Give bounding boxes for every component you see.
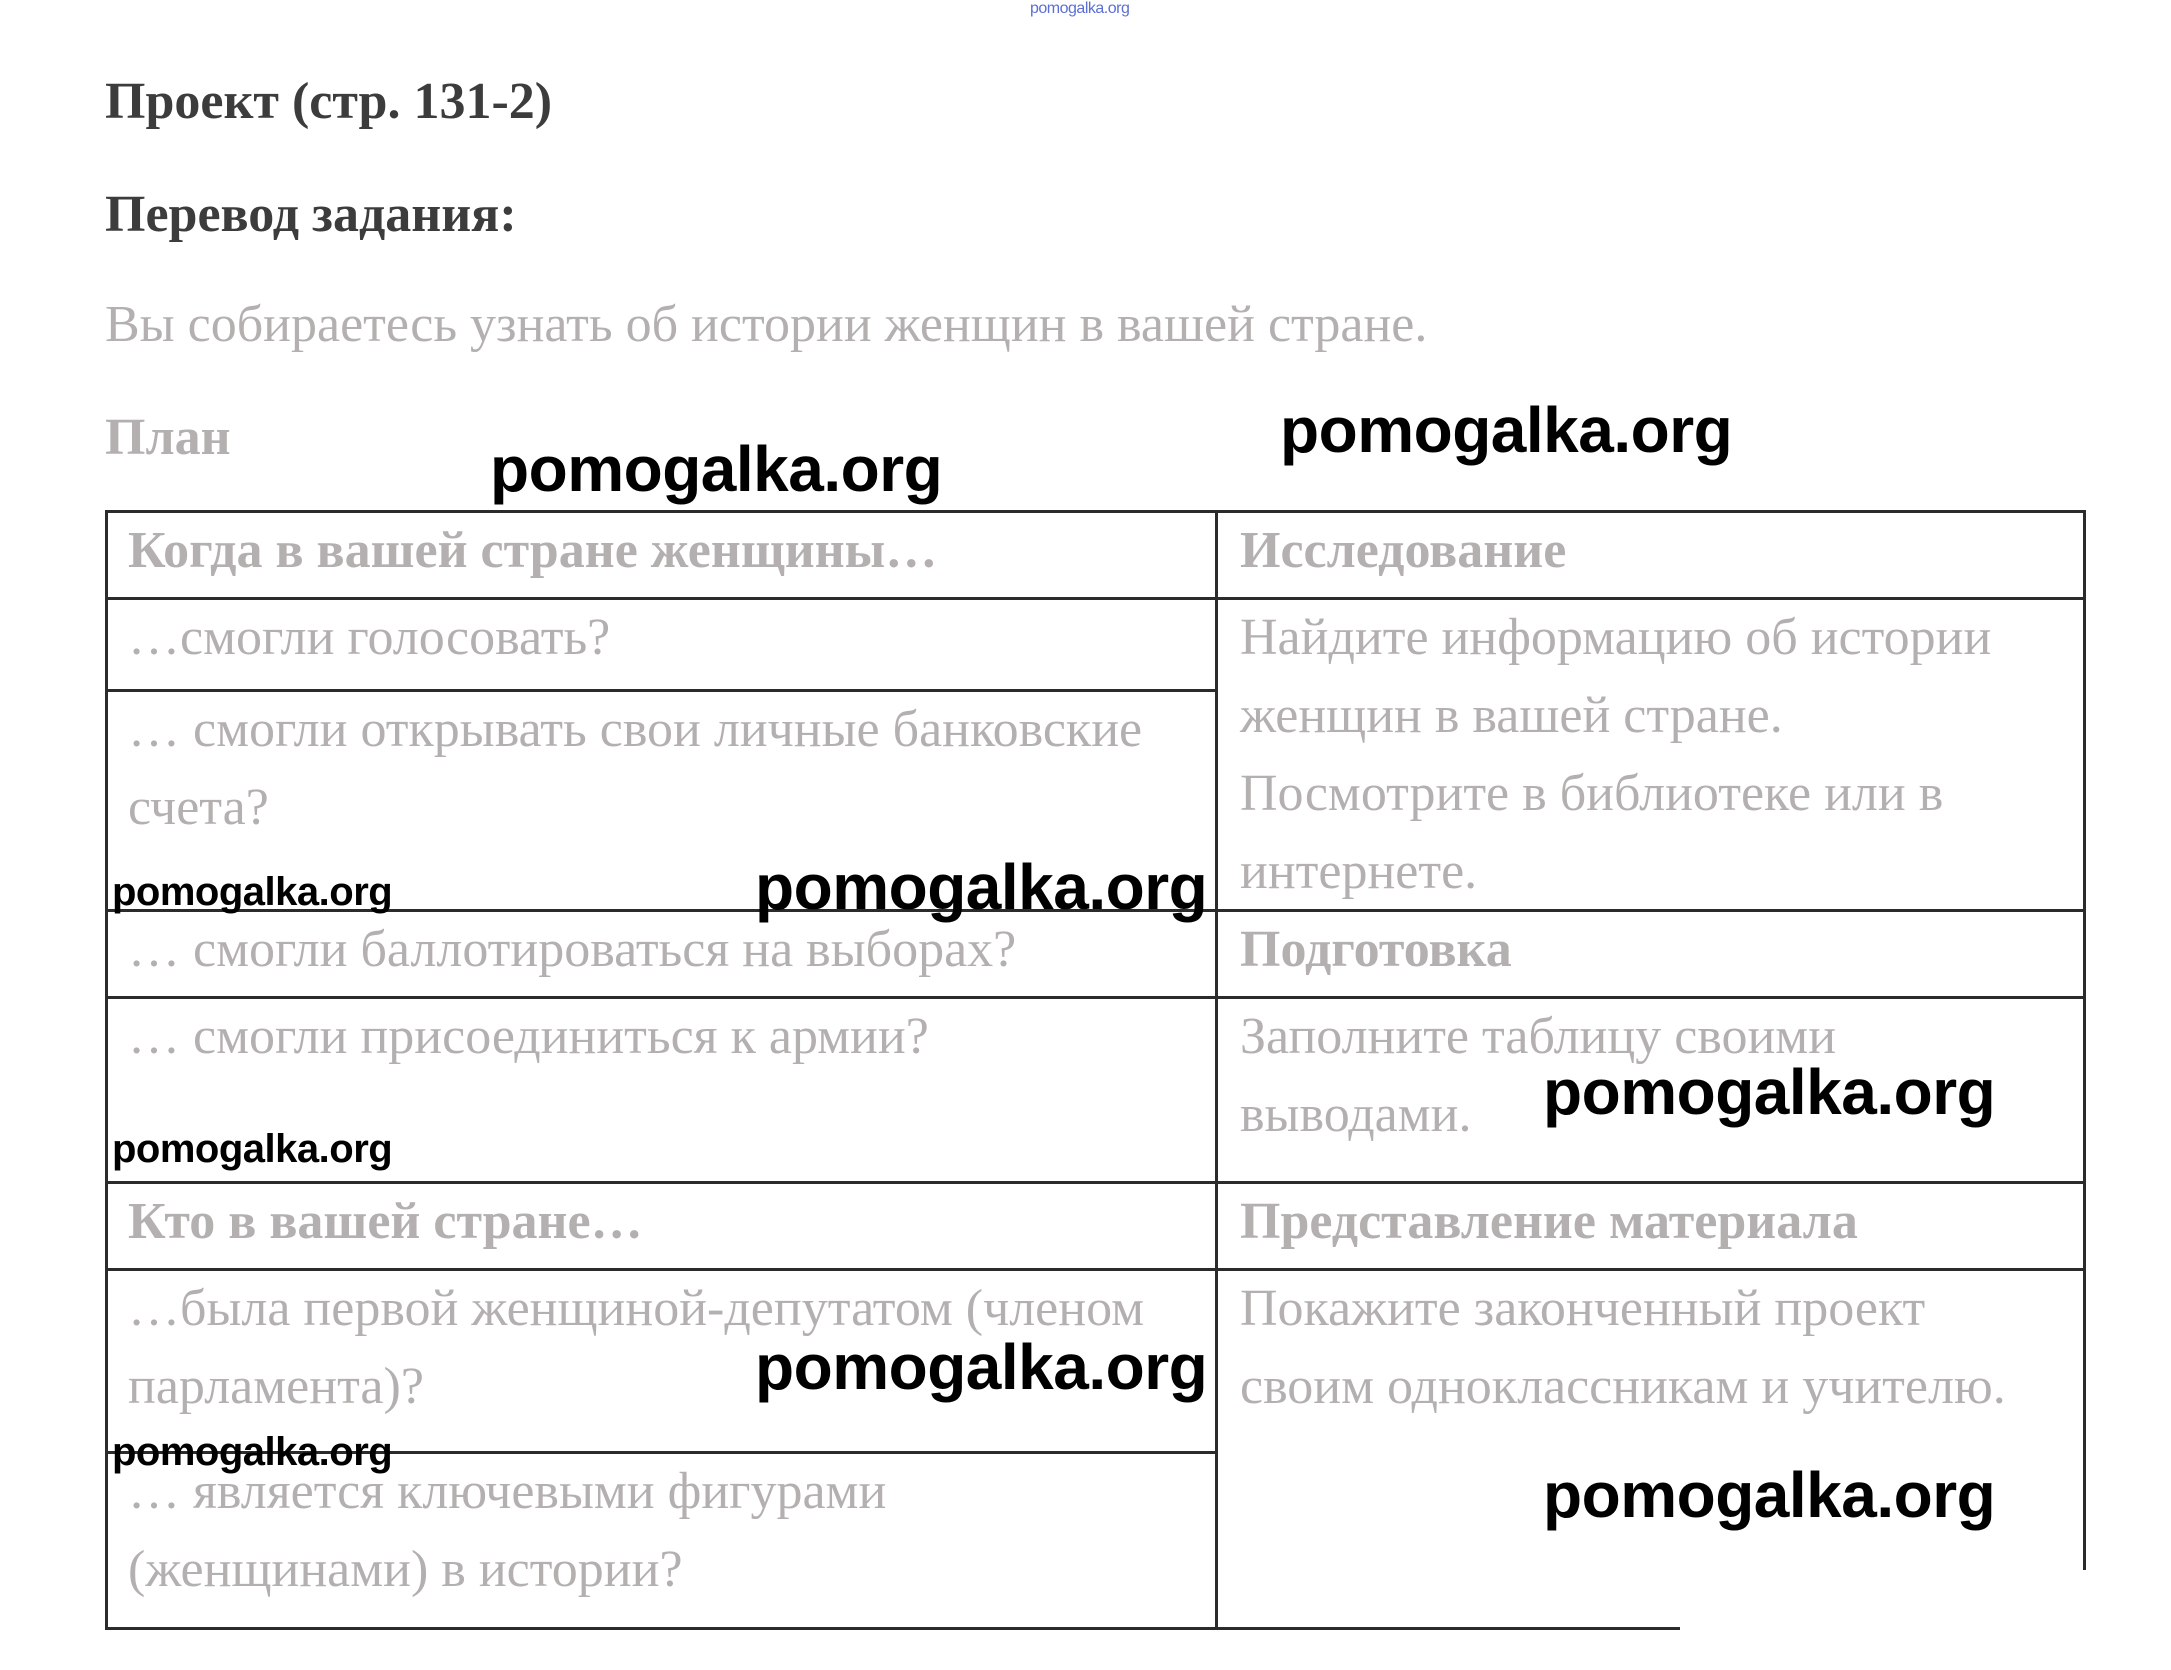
table-header-presentation: Представление материала xyxy=(1240,1193,1858,1250)
watermark-text: pomogalka.org xyxy=(112,1430,393,1474)
watermark-text: pomogalka.org xyxy=(112,870,393,914)
watermark-text: pomogalka.org xyxy=(112,1127,393,1171)
top-watermark: pomogalka.org xyxy=(1030,0,1130,17)
page-title: Проект (стр. 131-2) xyxy=(105,73,553,130)
table-cell-key-figures: … является ключевыми фигурами (женщинами) в истории? xyxy=(128,1463,887,1598)
table-cell-elections: … смогли баллотироваться на выборах? xyxy=(128,921,1017,978)
table-cell-army: … смогли присоединиться к армии? xyxy=(128,1008,929,1065)
section-subtitle: Перевод задания: xyxy=(105,186,517,243)
plan-label: План xyxy=(105,409,231,466)
table-border-right xyxy=(2083,510,2086,1570)
table-header-research: Исследование xyxy=(1240,522,1567,579)
table-header-who: Кто в вашей стране… xyxy=(128,1193,643,1250)
table-cell-presentation-text: Покажите законченный проект своим одноклассникам и учителю. xyxy=(1240,1280,2006,1415)
table-cell-research-text: Найдите информацию об истории женщин в вашей стране. Посмотрите в библиотеке или в интернете. xyxy=(1240,609,1992,900)
table-column-divider xyxy=(1215,510,1218,1630)
table-cell-vote: …смогли голосовать? xyxy=(128,609,611,666)
table-border-left xyxy=(105,510,108,1630)
watermark-text: pomogalka.org xyxy=(1280,394,1733,466)
watermark-text: pomogalka.org xyxy=(755,1331,1208,1403)
intro-text: Вы собираетесь узнать об истории женщин в вашей стране. xyxy=(105,296,1428,353)
table-cell-first-deputy: …была первой женщиной-депутатом (членом парламента)? xyxy=(128,1280,1145,1415)
table-header-preparation: Подготовка xyxy=(1240,921,1512,978)
watermark-text: pomogalka.org xyxy=(755,851,1208,923)
table-header-when: Когда в вашей стране женщины… xyxy=(128,522,938,579)
watermark-text: pomogalka.org xyxy=(1543,1459,1996,1531)
table-cell-preparation-text: Заполните таблицу своими выводами. xyxy=(1240,1008,1837,1143)
watermark-text: pomogalka.org xyxy=(490,433,943,505)
table-border-bottom xyxy=(105,1627,1680,1630)
table-cell-bank-accounts: … смогли открывать свои личные банковские счета? xyxy=(128,701,1143,836)
watermark-text: pomogalka.org xyxy=(1543,1056,1996,1128)
